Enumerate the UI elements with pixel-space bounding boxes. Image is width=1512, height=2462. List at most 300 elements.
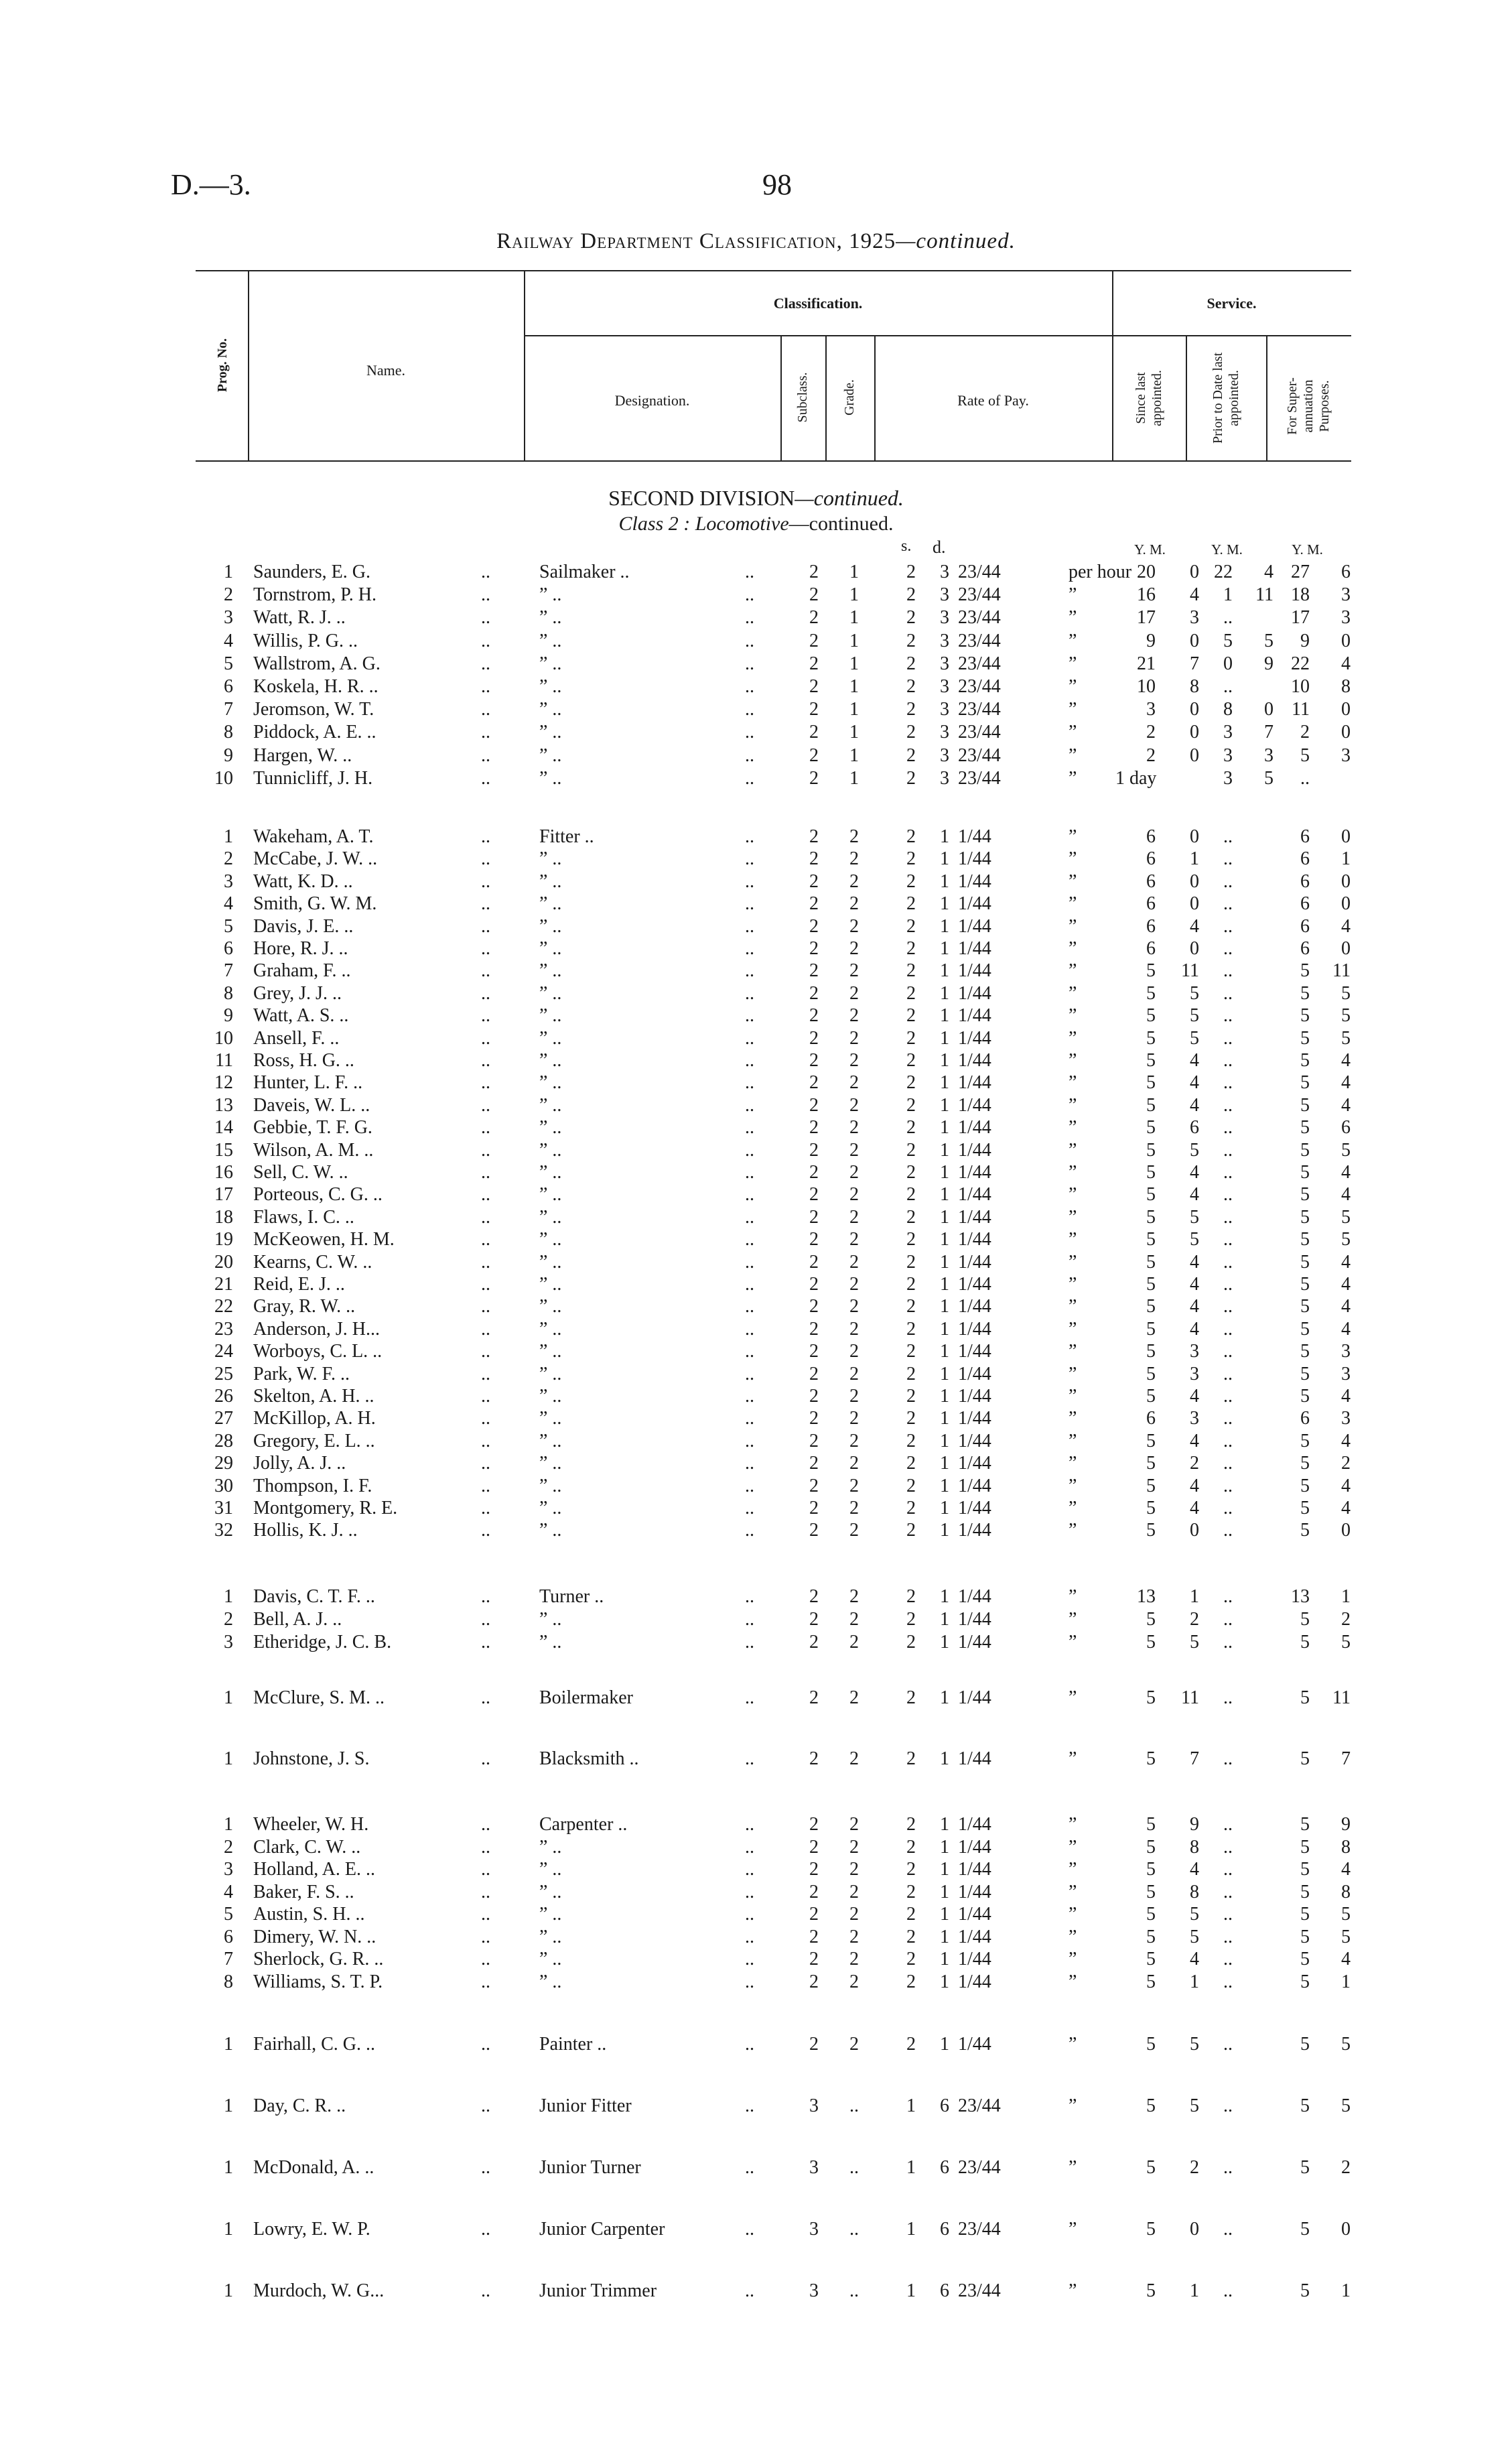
class-cont: —continued.	[788, 513, 894, 535]
cell-designation: ” ..	[539, 1027, 562, 1049]
cell-prog-no: 1	[224, 562, 233, 582]
cell-super-years: 5	[1300, 1453, 1310, 1474]
cell-prior-years: ..	[1223, 870, 1233, 892]
cell-designation: ” ..	[539, 1453, 562, 1474]
cell-rate-pence: 1	[940, 1072, 949, 1094]
cell-designation: ” ..	[539, 1162, 562, 1183]
table-row	[0, 653, 1512, 676]
cell-rate-unit: ”	[1069, 699, 1077, 720]
cell-prior-years: ..	[1223, 982, 1233, 1004]
cell-prior-years: ..	[1223, 826, 1233, 847]
cell-subclass: 2	[809, 1609, 819, 1630]
cell-prog-no: 29	[214, 1453, 233, 1474]
cell-leader-dots: ..	[745, 826, 754, 847]
cell-leader-dots: ..	[745, 1206, 754, 1228]
cell-rate-fraction: 1/44	[958, 1386, 991, 1407]
cell-leader-dots: ..	[745, 1296, 754, 1317]
cell-leader-dots: ..	[481, 1836, 490, 1858]
cell-since-last-months: 4	[1190, 1094, 1199, 1116]
cell-grade: 2	[849, 1005, 859, 1027]
cell-super-months: 5	[1341, 1632, 1351, 1653]
cell-since-last-months: 7	[1190, 653, 1199, 674]
cell-since-last-months: 1	[1190, 1971, 1199, 1992]
cell-super-years: 6	[1300, 915, 1310, 937]
cell-leader-dots: ..	[481, 2034, 490, 2055]
cell-since-last-years: 6	[1146, 915, 1156, 937]
table-row	[0, 1408, 1512, 1431]
cell-grade: 1	[849, 562, 859, 582]
cell-super-years: 18	[1291, 584, 1310, 606]
cell-leader-dots: ..	[481, 1949, 490, 1969]
cell-rate-shillings: 2	[906, 893, 916, 915]
table-row	[0, 2095, 1512, 2118]
table-row	[0, 2219, 1512, 2242]
table-row	[0, 1814, 1512, 1837]
cell-designation: ” ..	[539, 1229, 562, 1250]
cell-super-months: 5	[1341, 1206, 1351, 1228]
cell-since-last-years: 5	[1146, 2157, 1156, 2178]
cell-designation: ” ..	[539, 1475, 562, 1496]
cell-rate-shillings: 2	[906, 1274, 916, 1295]
cell-rate-pence: 1	[940, 1050, 949, 1071]
cell-since-last-months: 5	[1190, 1632, 1199, 1653]
cell-since-last-months: 4	[1190, 1430, 1199, 1451]
cell-prior-years: ..	[1223, 1094, 1233, 1116]
cell-subclass: 3	[809, 2157, 819, 2178]
cell-rate-unit: ”	[1069, 1408, 1077, 1429]
table-row	[0, 1140, 1512, 1163]
cell-super-months: 4	[1341, 1949, 1351, 1969]
cell-rate-pence: 1	[940, 1005, 949, 1027]
cell-grade: 2	[849, 1341, 859, 1362]
cell-since-last-years: 13	[1137, 1586, 1156, 1607]
cell-since-last-months: 5	[1190, 2034, 1199, 2055]
cell-rate-unit: ”	[1069, 1117, 1077, 1139]
cell-rate-unit: ”	[1069, 960, 1077, 982]
cell-subclass: 2	[809, 915, 819, 937]
table-row	[0, 1319, 1512, 1342]
cell-since-last-years: 6	[1146, 848, 1156, 870]
cell-rate-fraction: 1/44	[958, 1139, 991, 1161]
cell-prog-no: 17	[214, 1184, 233, 1206]
cell-name: McClure, S. M. ..	[253, 1687, 385, 1708]
cell-prior-years: ..	[1223, 1453, 1233, 1474]
cell-rate-fraction: 1/44	[958, 1408, 991, 1429]
cell-super-years: 5	[1300, 1005, 1310, 1027]
cell-grade: 2	[849, 1296, 859, 1317]
cell-leader-dots: ..	[745, 1341, 754, 1362]
cell-grade: 2	[849, 1386, 859, 1407]
cell-leader-dots: ..	[481, 699, 490, 720]
cell-rate-shillings: 2	[906, 1687, 916, 1708]
cell-super-years: 5	[1300, 1117, 1310, 1139]
cell-super-months: 8	[1341, 676, 1351, 697]
cell-since-last-months: 9	[1190, 1814, 1199, 1835]
cell-subclass: 2	[809, 1408, 819, 1429]
cell-rate-unit: ”	[1069, 1520, 1077, 1541]
cell-since-last-years: 5	[1146, 1859, 1156, 1880]
cell-subclass: 2	[809, 1430, 819, 1451]
cell-super-months: 1	[1341, 1971, 1351, 1992]
cell-leader-dots: ..	[481, 2095, 490, 2116]
cell-rate-shillings: 2	[906, 960, 916, 982]
cell-leader-dots: ..	[745, 1520, 754, 1541]
cell-since-last-months: 4	[1190, 584, 1199, 606]
cell-name: Davis, J. E. ..	[253, 915, 354, 937]
cell-leader-dots: ..	[481, 630, 490, 651]
cell-since-last-years: 5	[1146, 960, 1156, 982]
table-row	[0, 1609, 1512, 1632]
cell-since-last-months: 4	[1190, 1050, 1199, 1071]
cell-designation: ” ..	[539, 893, 562, 915]
cell-rate-pence: 3	[940, 584, 949, 606]
cell-designation: ” ..	[539, 653, 562, 674]
cell-since-last-months: 0	[1190, 893, 1199, 915]
cell-rate-shillings: 2	[906, 1117, 916, 1139]
cell-grade: 2	[849, 893, 859, 915]
cell-rate-fraction: 1/44	[958, 870, 991, 892]
cell-subclass: 2	[809, 1926, 819, 1947]
cell-since-last-years: 5	[1146, 1814, 1156, 1835]
cell-grade: 1	[849, 722, 859, 743]
cell-since-last-years: 5	[1146, 1318, 1156, 1340]
cell-prog-no: 1	[224, 2034, 233, 2055]
table-row	[0, 1252, 1512, 1275]
cell-since-last-months: 4	[1190, 1296, 1199, 1317]
cell-super-years: 5	[1300, 1926, 1310, 1947]
cell-leader-dots: ..	[745, 915, 754, 937]
cell-name: Hunter, L. F. ..	[253, 1072, 363, 1094]
cell-prior-years: ..	[1223, 607, 1233, 629]
cell-rate-shillings: 1	[906, 2219, 916, 2240]
cell-super-years: 5	[1300, 1386, 1310, 1407]
cell-rate-unit: ”	[1069, 1027, 1077, 1049]
cell-rate-shillings: 2	[906, 607, 916, 629]
cell-subclass: 2	[809, 1632, 819, 1653]
unit-shillings: s.	[901, 537, 912, 555]
cell-rate-unit: ”	[1069, 1386, 1077, 1407]
cell-leader-dots: ..	[745, 1072, 754, 1094]
cell-grade: 2	[849, 1072, 859, 1094]
cell-since-last-months: 1	[1190, 2280, 1199, 2301]
cell-name: Watt, A. S. ..	[253, 1005, 349, 1027]
cell-leader-dots: ..	[481, 1229, 490, 1250]
unit-years-months-1: Y. M.	[1134, 541, 1166, 558]
cell-prior-years: ..	[1223, 1318, 1233, 1340]
header-col-sep	[248, 270, 249, 460]
cell-designation: Carpenter ..	[539, 1814, 628, 1835]
cell-since-last-months: 4	[1190, 1949, 1199, 1969]
cell-rate-shillings: 2	[906, 1949, 916, 1969]
cell-grade: 2	[849, 826, 859, 847]
cell-super-months: 0	[1341, 870, 1351, 892]
cell-name: Lowry, E. W. P.	[253, 2219, 370, 2240]
cell-name: Day, C. R. ..	[253, 2095, 346, 2116]
cell-since-last-years: 5	[1146, 1117, 1156, 1139]
cell-leader-dots: ..	[481, 1687, 490, 1708]
cell-rate-unit: ”	[1069, 744, 1077, 766]
cell-subclass: 2	[809, 1971, 819, 1992]
cell-rate-pence: 1	[940, 2034, 949, 2055]
cell-since-last-months: 0	[1190, 562, 1199, 582]
cell-name: Worboys, C. L. ..	[253, 1341, 383, 1362]
cell-leader-dots: ..	[745, 982, 754, 1004]
cell-subclass: 3	[809, 2219, 819, 2240]
cell-rate-pence: 1	[940, 1363, 949, 1384]
cell-prior-years: ..	[1223, 1881, 1233, 1902]
table-row	[0, 1453, 1512, 1476]
cell-designation: ” ..	[539, 848, 562, 870]
cell-rate-unit: ”	[1069, 1475, 1077, 1496]
cell-rate-fraction: 23/44	[958, 676, 1001, 697]
cell-super-years: 22	[1291, 653, 1310, 674]
cell-grade: 1	[849, 630, 859, 651]
cell-prior-months: 3	[1264, 744, 1274, 766]
cell-leader-dots: ..	[481, 1206, 490, 1228]
table-row	[0, 745, 1512, 768]
cell-rate-pence: 1	[940, 1498, 949, 1518]
cell-grade: 2	[849, 1274, 859, 1295]
cell-rate-unit: ”	[1069, 2280, 1077, 2301]
cell-designation: ” ..	[539, 1184, 562, 1206]
cell-since-last-years: 5	[1146, 1881, 1156, 1902]
cell-rate-fraction: 1/44	[958, 1162, 991, 1183]
cell-since-last-years: 5	[1146, 1363, 1156, 1384]
cell-super-months: 1	[1341, 1586, 1351, 1607]
cell-rate-pence: 1	[940, 1632, 949, 1653]
table-row	[0, 1095, 1512, 1118]
cell-rate-pence: 3	[940, 630, 949, 651]
table-row	[0, 1296, 1512, 1319]
cell-prog-no: 32	[214, 1520, 233, 1541]
cell-rate-unit: ”	[1069, 1859, 1077, 1880]
cell-name: Thompson, I. F.	[253, 1475, 372, 1496]
cell-super-years: 17	[1291, 607, 1310, 629]
cell-subclass: 2	[809, 1748, 819, 1769]
cell-since-last-months: 11	[1181, 1687, 1199, 1708]
cell-subclass: 2	[809, 767, 819, 789]
cell-rate-fraction: 23/44	[958, 744, 1001, 766]
cell-subclass: 2	[809, 1027, 819, 1049]
cell-name: Koskela, H. R. ..	[253, 676, 379, 697]
cell-leader-dots: ..	[481, 960, 490, 982]
cell-rate-unit: ”	[1069, 826, 1077, 847]
cell-leader-dots: ..	[481, 1971, 490, 1992]
cell-since-last-years: 5	[1146, 2095, 1156, 2116]
cell-leader-dots: ..	[481, 1072, 490, 1094]
cell-grade: 2	[849, 982, 859, 1004]
cell-name: Tunnicliff, J. H.	[253, 767, 373, 789]
cell-rate-unit: ”	[1069, 2157, 1077, 2178]
cell-grade: 2	[849, 870, 859, 892]
cell-designation: ” ..	[539, 1050, 562, 1071]
cell-leader-dots: ..	[745, 1926, 754, 1947]
cell-rate-fraction: 23/44	[958, 699, 1001, 720]
cell-rate-pence: 1	[940, 1274, 949, 1295]
cell-prior-years: ..	[1223, 1748, 1233, 1769]
cell-prior-years: ..	[1223, 1296, 1233, 1317]
cell-rate-shillings: 2	[906, 1475, 916, 1496]
cell-leader-dots: ..	[745, 676, 754, 697]
cell-subclass: 2	[809, 1229, 819, 1250]
cell-rate-shillings: 2	[906, 1341, 916, 1362]
cell-since-last-years: 10	[1137, 676, 1156, 697]
cell-rate-unit: ”	[1069, 630, 1077, 651]
cell-rate-pence: 6	[940, 2280, 949, 2301]
cell-prog-no: 31	[214, 1498, 233, 1518]
cell-super-years: 5	[1300, 1814, 1310, 1835]
table-row	[0, 1748, 1512, 1771]
cell-super-years: 5	[1300, 2157, 1310, 2178]
cell-prior-years: ..	[1223, 1139, 1233, 1161]
cell-prog-no: 2	[224, 848, 233, 870]
table-row	[0, 2157, 1512, 2180]
table-row	[0, 676, 1512, 699]
cell-leader-dots: ..	[745, 1609, 754, 1630]
cell-rate-shillings: 2	[906, 722, 916, 743]
cell-super-months: 0	[1341, 826, 1351, 847]
cell-rate-unit: ”	[1069, 676, 1077, 697]
cell-grade: 1	[849, 584, 859, 606]
cell-leader-dots: ..	[745, 1814, 754, 1835]
cell-rate-fraction: 23/44	[958, 630, 1001, 651]
cell-name: Skelton, A. H. ..	[253, 1386, 374, 1407]
cell-super-months: 7	[1341, 1748, 1351, 1769]
cell-super-years: 27	[1291, 562, 1310, 582]
cell-super-years: 10	[1291, 676, 1310, 697]
cell-rate-shillings: 2	[906, 1363, 916, 1384]
cell-grade: 2	[849, 1206, 859, 1228]
cell-rate-pence: 1	[940, 1318, 949, 1340]
cell-leader-dots: ..	[481, 1184, 490, 1206]
cell-designation: ” ..	[539, 1949, 562, 1969]
cell-name: Davis, C. T. F. ..	[253, 1586, 375, 1607]
cell-subclass: 2	[809, 1139, 819, 1161]
cell-rate-pence: 6	[940, 2157, 949, 2178]
cell-grade: 2	[849, 1586, 859, 1607]
cell-rate-fraction: 1/44	[958, 1859, 991, 1880]
cell-name: Etheridge, J. C. B.	[253, 1632, 392, 1653]
cell-leader-dots: ..	[745, 2280, 754, 2301]
cell-rate-shillings: 2	[906, 1632, 916, 1653]
cell-prior-years: ..	[1223, 1836, 1233, 1858]
cell-since-last-years: 5	[1146, 1050, 1156, 1071]
cell-prog-no: 27	[214, 1408, 233, 1429]
cell-grade: 2	[849, 1475, 859, 1496]
cell-designation: ” ..	[539, 1498, 562, 1518]
cell-prior-years: 22	[1214, 562, 1233, 582]
cell-super-years: 5	[1300, 1139, 1310, 1161]
cell-prog-no: 8	[224, 1971, 233, 1992]
cell-rate-pence: 3	[940, 653, 949, 674]
cell-prog-no: 3	[224, 1859, 233, 1880]
cell-leader-dots: ..	[481, 2219, 490, 2240]
cell-since-last-months: 0	[1190, 2219, 1199, 2240]
cell-prior-years: ..	[1223, 2034, 1233, 2055]
header-bottom-rule	[196, 460, 1351, 462]
cell-prior-years: ..	[1223, 1341, 1233, 1362]
cell-prior-years: ..	[1223, 2157, 1233, 2178]
cell-prior-years: ..	[1223, 848, 1233, 870]
cell-subclass: 2	[809, 2034, 819, 2055]
cell-subclass: 2	[809, 1251, 819, 1273]
cell-name: Montgomery, R. E.	[253, 1498, 398, 1518]
header-designation: Designation.	[614, 392, 690, 409]
cell-prog-no: 2	[224, 1836, 233, 1858]
cell-prior-years: ..	[1223, 1408, 1233, 1429]
cell-designation: ” ..	[539, 1926, 562, 1947]
cell-subclass: 2	[809, 826, 819, 847]
cell-rate-unit: ”	[1069, 1836, 1077, 1858]
table-row	[0, 1184, 1512, 1207]
cell-subclass: 2	[809, 1836, 819, 1858]
table-row	[0, 2034, 1512, 2057]
cell-grade: 2	[849, 960, 859, 982]
cell-prior-years: ..	[1223, 1904, 1233, 1925]
cell-since-last-months: 4	[1190, 1318, 1199, 1340]
cell-prior-years: ..	[1223, 2219, 1233, 2240]
cell-since-last-years: 5	[1146, 1162, 1156, 1183]
cell-since-last-months: 4	[1190, 1498, 1199, 1518]
cell-super-years: 5	[1300, 1162, 1310, 1183]
table-row	[0, 848, 1512, 871]
cell-rate-fraction: 1/44	[958, 1836, 991, 1858]
cell-prog-no: 16	[214, 1162, 233, 1183]
cell-leader-dots: ..	[481, 1408, 490, 1429]
cell-since-last-months: 3	[1190, 1363, 1199, 1384]
cell-designation: ” ..	[539, 1005, 562, 1027]
cell-prior-years: ..	[1223, 2095, 1233, 2116]
cell-rate-shillings: 2	[906, 2034, 916, 2055]
cell-rate-unit: ”	[1069, 915, 1077, 937]
cell-super-months: 5	[1341, 1139, 1351, 1161]
division-title-main: SECOND DIVISION	[608, 486, 795, 510]
cell-super-months: 5	[1341, 1005, 1351, 1027]
cell-super-months: 5	[1341, 982, 1351, 1004]
cell-rate-pence: 1	[940, 1859, 949, 1880]
cell-since-last-months: 5	[1190, 1206, 1199, 1228]
cell-designation: ” ..	[539, 584, 562, 606]
cell-since-last-months: 8	[1190, 1836, 1199, 1858]
cell-rate-fraction: 1/44	[958, 1251, 991, 1273]
cell-prior-years: 3	[1223, 744, 1233, 766]
cell-name: Park, W. F. ..	[253, 1363, 350, 1384]
cell-prog-no: 1	[224, 1814, 233, 1835]
cell-super-months: 1	[1341, 2280, 1351, 2301]
cell-super-years: 5	[1300, 1475, 1310, 1496]
cell-prog-no: 2	[224, 584, 233, 606]
cell-super-years: 5	[1300, 1027, 1310, 1049]
cell-since-last-years: 5	[1146, 1475, 1156, 1496]
cell-name: Willis, P. G. ..	[253, 630, 358, 651]
cell-since-last-years: 9	[1146, 630, 1156, 651]
table-row	[0, 607, 1512, 630]
cell-leader-dots: ..	[745, 1229, 754, 1250]
cell-leader-dots: ..	[745, 1005, 754, 1027]
cell-designation: Blacksmith ..	[539, 1748, 639, 1769]
cell-leader-dots: ..	[745, 562, 754, 582]
cell-super-months: 0	[1341, 722, 1351, 743]
cell-super-years: 5	[1300, 1050, 1310, 1071]
cell-super-months: 6	[1341, 1117, 1351, 1139]
cell-rate-shillings: 1	[906, 2157, 916, 2178]
cell-super-months: 0	[1341, 1520, 1351, 1541]
cell-grade: 2	[849, 1520, 859, 1541]
cell-leader-dots: ..	[745, 1027, 754, 1049]
cell-prior-years: ..	[1223, 1520, 1233, 1541]
cell-rate-fraction: 1/44	[958, 915, 991, 937]
cell-since-last-months: 4	[1190, 1072, 1199, 1094]
